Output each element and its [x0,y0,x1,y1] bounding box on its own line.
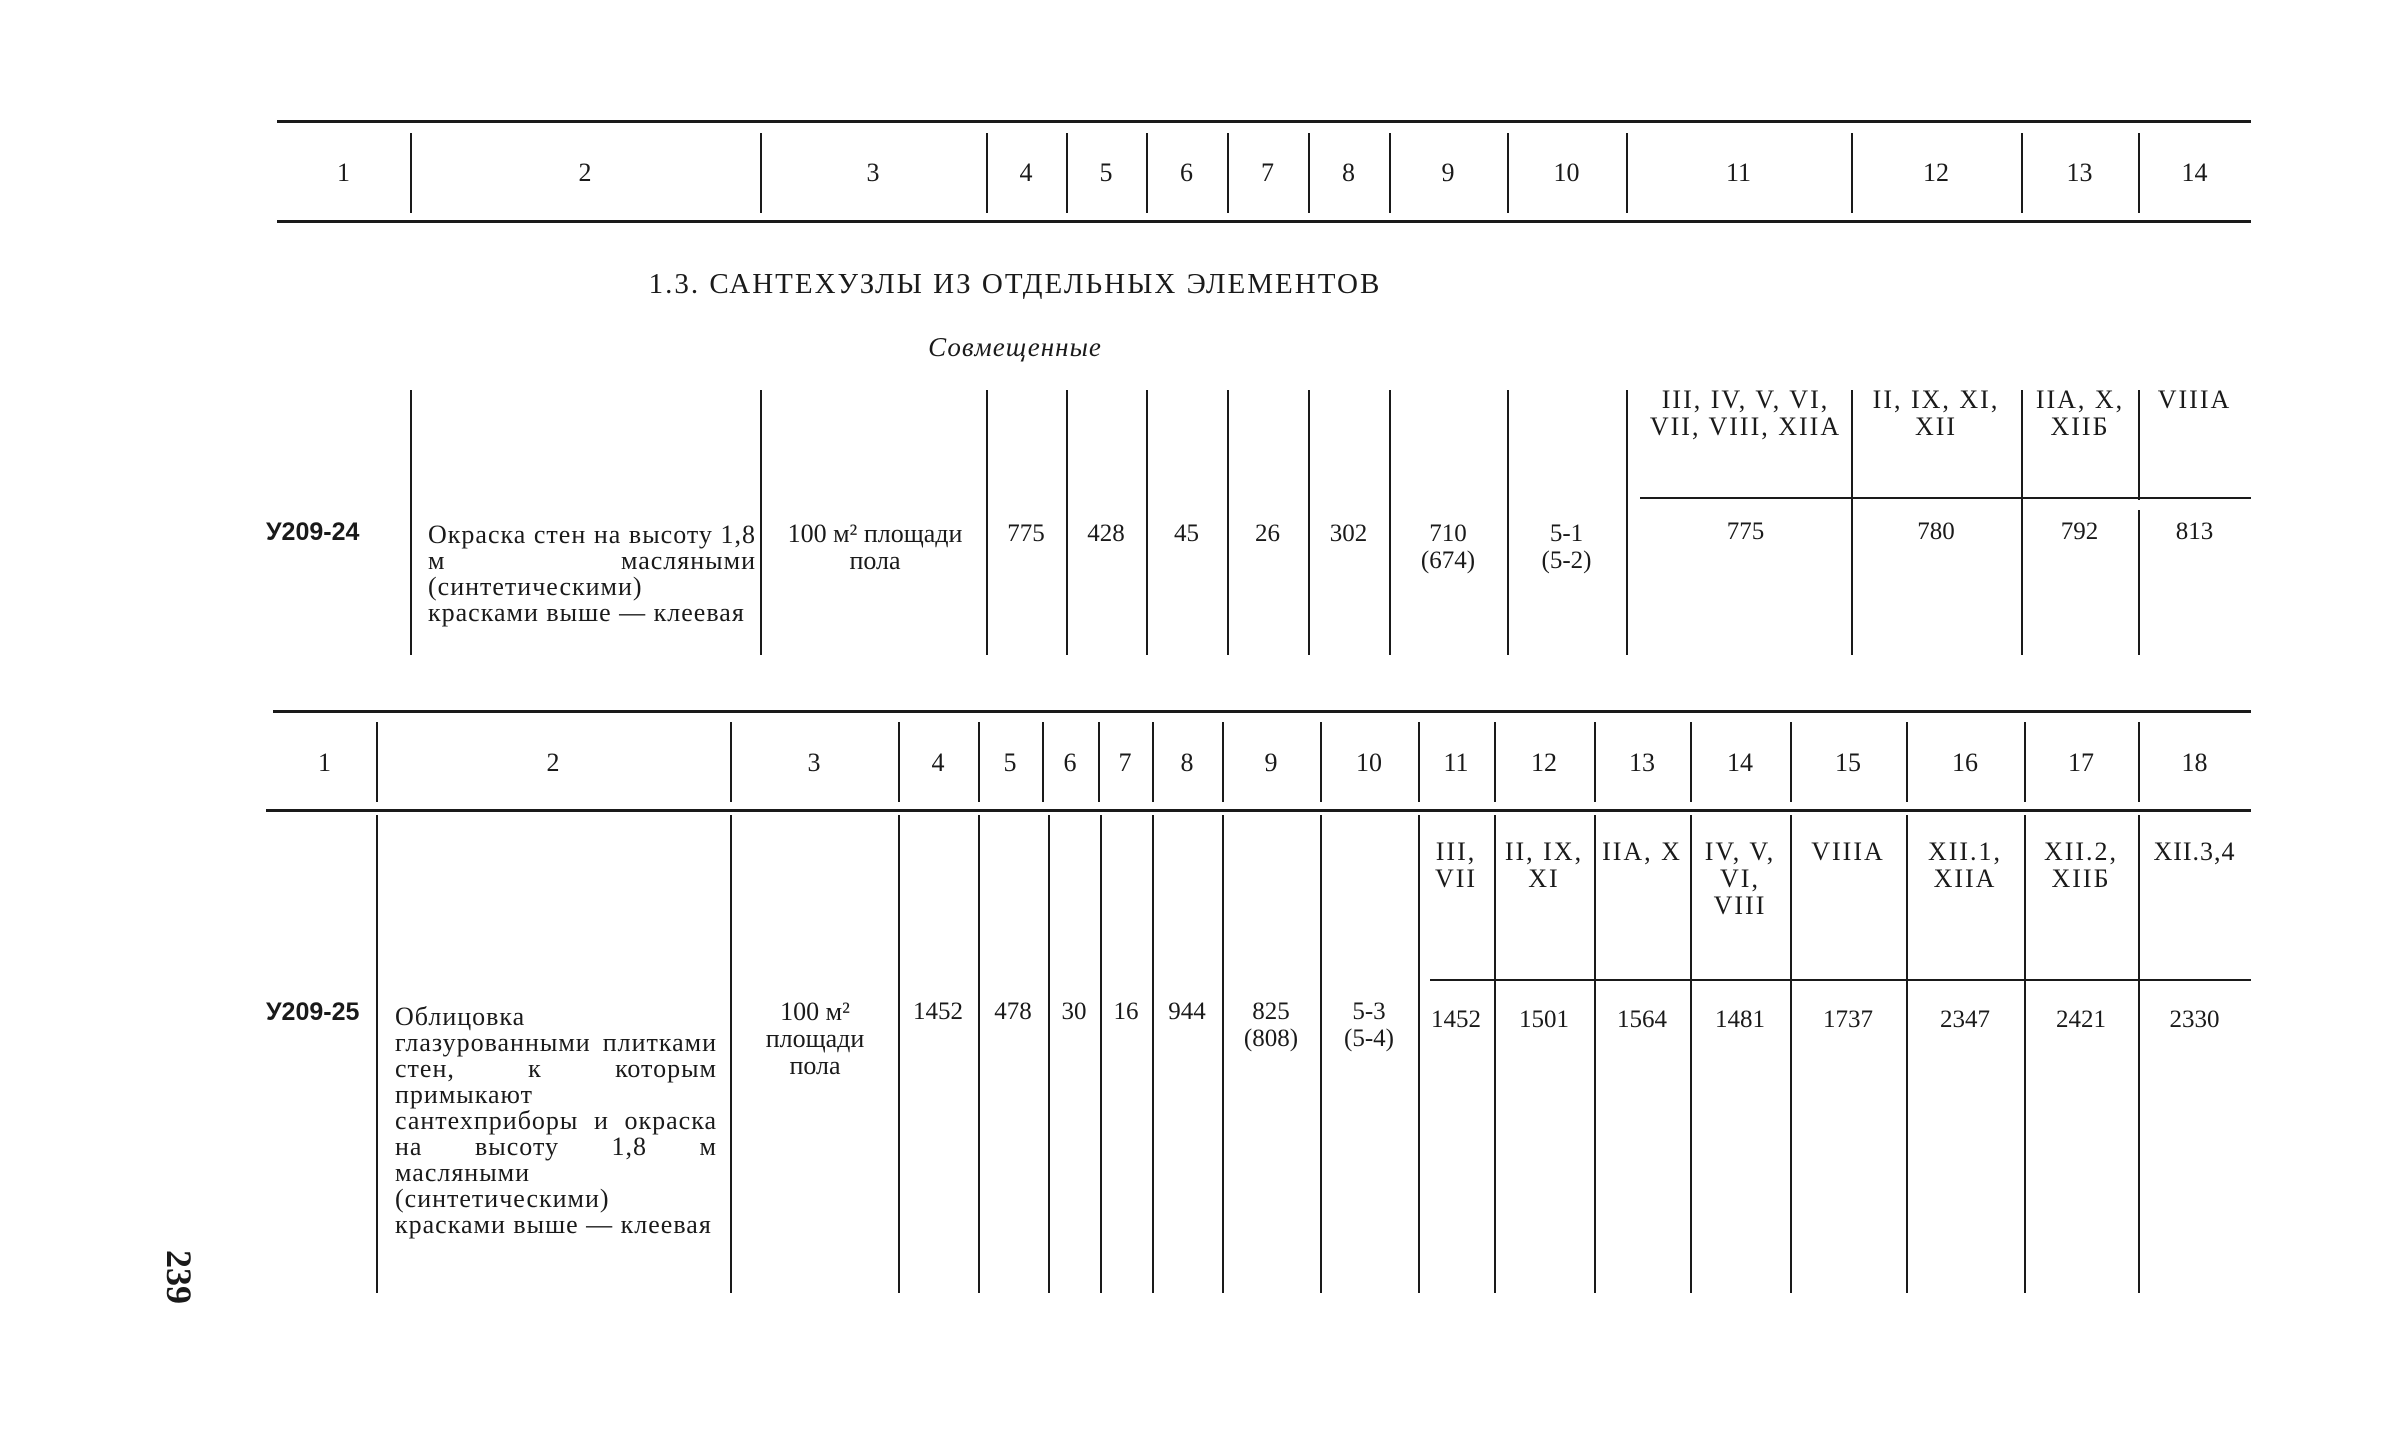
row-description: Окраска стен на высоту 1,8 м масляными (синтетическими) красками выше — клеевая [428,520,756,627]
t2-region-header: XII.1, XIIA [1927,837,2003,893]
row-value: 1501 [1519,1006,1569,1033]
t2-col-header: 14 [1727,748,1753,777]
t1-region-header: II, IX, XI, XII [1872,385,2000,441]
t2-col-header: 13 [1629,748,1655,777]
row-value: 478 [994,998,1032,1025]
row-value: 2347 [1940,1006,1990,1033]
t2-body-sep [376,815,378,1293]
t1-col-header: 7 [1261,158,1274,187]
t2-body-sep [1320,815,1322,1293]
row-value: 775 [1726,518,1765,545]
t1-region-header: VIIIA [2157,385,2232,414]
t2-col-header: 9 [1264,748,1278,777]
t2-col-header: 15 [1835,748,1861,777]
row-value: 30 [1061,998,1087,1025]
row-code: У209-25 [266,998,360,1026]
t2-col-header: 12 [1531,748,1557,777]
table1-header-rule [277,220,2251,223]
row-value: (808) [1243,1025,1299,1052]
row-value: 1452 [913,998,963,1025]
t2-col-header: 1 [318,748,331,777]
t2-col-header: 18 [2181,748,2208,777]
row-value: 792 [2060,518,2099,545]
row-value: (5-2) [1541,547,1592,574]
table1-top-rule [277,120,2251,123]
t1-col-header: 10 [1553,158,1580,187]
row-value: 813 [2175,518,2214,545]
table2-top-rule [273,710,2251,713]
t2-body-sep [2138,815,2140,1293]
row-value: (674) [1420,547,1476,574]
t1-col-header: 8 [1342,158,1355,187]
t2-region-header: IV, V, VI, VIII [1704,837,1776,920]
t2-col-header: 17 [2068,748,2094,777]
row-description: Облицовка глазурованными плитками стен, к которым примыкают сантехприборы и окраска на высоту 1,8 м масляными (синтетическими) красками выше — клеевая [395,1002,717,1239]
row-value: 428 [1087,520,1125,547]
t2-col-header: 7 [1118,748,1132,777]
subsection-title: Совмещенные [928,332,1102,362]
row-value: 1481 [1715,1006,1765,1033]
row-unit: 100 м² площади пола [787,519,963,575]
row-value: 5-1 [1549,520,1584,547]
t2-body-sep [1222,815,1224,1293]
t2-region-header: IIA, X [1602,837,1682,866]
t1-body-sep [760,390,762,655]
t2-body-sep [978,815,980,1293]
t1-col-header: 3 [866,158,880,187]
t2-col-header: 10 [1356,748,1382,777]
t2-col-header: 4 [931,748,945,777]
t2-region-header: XII.3,4 [2153,837,2236,866]
t1-region-header: III, IV, V, VI, VII, VIII, XIIA [1649,385,1842,441]
t1-col-header: 13 [2066,158,2093,187]
row-unit: 100 м² площади пола [765,997,865,1080]
row-value: 302 [1329,520,1368,547]
t1-body-sep [410,390,412,655]
row-value: (5-4) [1344,1025,1394,1052]
page-number: 239 [159,1250,199,1304]
t2-region-header: VIIIA [1811,837,1885,866]
t2-body-sep [1790,815,1792,1293]
t1-col-header: 2 [578,158,592,187]
t1-col-header: 5 [1099,158,1113,187]
t2-body-sep [898,815,900,1293]
t2-col-header: 2 [546,748,560,777]
t2-body-sep [1594,815,1596,1293]
row-value: 1564 [1617,1006,1667,1033]
t1-col-header: 4 [1019,158,1033,187]
row-value: 825 [1252,998,1290,1025]
t2-col-header: 6 [1063,748,1077,777]
t2-col-header: 16 [1952,748,1978,777]
row-value: 1737 [1823,1006,1873,1033]
t2-col-header: 5 [1003,748,1017,777]
t1-col-header: 9 [1441,158,1455,187]
t2-region-header: XII.2, XIIБ [2043,837,2119,893]
t2-body-sep [1152,815,1154,1293]
t1-col-header: 6 [1180,158,1193,187]
row-value: 26 [1255,520,1280,547]
t1-col-header: 1 [337,158,350,187]
row-value: 1452 [1431,1006,1481,1033]
t2-col-header: 8 [1180,748,1194,777]
t2-body-sep [1100,815,1102,1293]
t1-region-rule [1640,497,2251,499]
row-value: 775 [1007,520,1045,547]
table2-header-rule [266,809,2251,812]
t2-col-header: 3 [807,748,821,777]
row-value: 780 [1917,518,1955,545]
t2-body-sep [1048,815,1050,1293]
row-value: 2330 [2169,1006,2220,1033]
t1-col-header: 12 [1923,158,1949,187]
section-title: 1.3. САНТЕХУЗЛЫ ИЗ ОТДЕЛЬНЫХ ЭЛЕМЕНТОВ [648,268,1382,300]
row-value: 2421 [2056,1006,2106,1033]
t2-region-rule [1430,979,2251,981]
t2-col-header: 11 [1443,748,1469,777]
t1-region-header: IIA, X, XIIБ [2035,385,2125,441]
row-value: 45 [1174,520,1199,547]
row-code: У209-24 [266,518,360,546]
row-value: 5-3 [1352,998,1386,1025]
t2-region-header: III, VII [1434,837,1478,893]
row-value: 710 [1429,520,1467,547]
t2-body-sep [730,815,732,1293]
t1-body-sep [1626,390,1628,655]
row-value: 16 [1113,998,1139,1025]
t1-col-header: 14 [2181,158,2208,187]
t1-col-header: 11 [1725,158,1752,187]
row-value: 944 [1168,998,1206,1025]
t2-region-header: II, IX, XI [1504,837,1584,893]
